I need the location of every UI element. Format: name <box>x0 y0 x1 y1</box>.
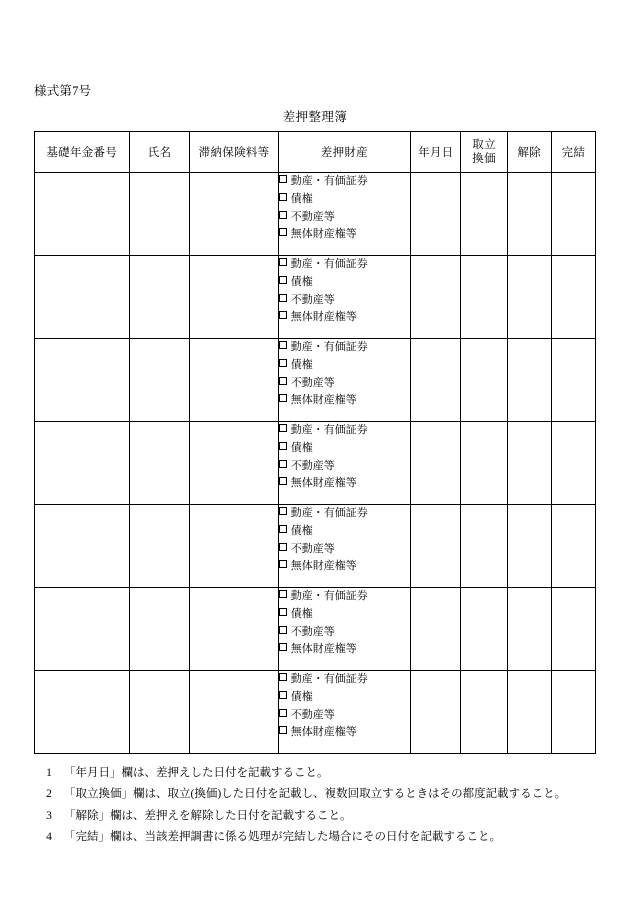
table-body <box>35 173 596 754</box>
property-option-row[interactable] <box>279 724 410 742</box>
column-header-property: 差押財産 <box>278 132 410 173</box>
cell-property-options <box>278 505 410 588</box>
checkbox-icon[interactable] <box>279 590 287 598</box>
column-header-name: 氏名 <box>129 132 190 173</box>
property-option-row[interactable] <box>279 523 410 541</box>
cell-name[interactable] <box>129 339 190 422</box>
cell-property-options <box>278 173 410 256</box>
property-option-row[interactable] <box>279 505 410 523</box>
cell-property-options <box>278 256 410 339</box>
property-option-row[interactable] <box>279 226 410 244</box>
note-text: 「解除」欄は、差押えを解除した日付を記載すること。 <box>64 809 352 822</box>
cell-date[interactable] <box>411 505 461 588</box>
property-option-label: 無体財産権等 <box>290 311 357 324</box>
table-row <box>35 422 596 505</box>
property-option-label: 不動産等 <box>290 376 335 389</box>
table-row <box>35 339 596 422</box>
property-option-label: 債権 <box>290 607 313 620</box>
cell-completion[interactable] <box>551 422 595 505</box>
property-option-label: 債権 <box>290 275 313 288</box>
cell-property-options <box>278 339 410 422</box>
cell-completion[interactable] <box>551 588 595 671</box>
property-option-row[interactable] <box>279 375 410 393</box>
table-row <box>35 671 596 754</box>
cell-pension-number[interactable] <box>35 256 130 339</box>
property-option-label: 動産・有価証券 <box>290 424 368 436</box>
checkbox-icon[interactable] <box>279 543 287 551</box>
cell-collection[interactable] <box>461 505 507 588</box>
checkbox-icon[interactable] <box>279 258 287 266</box>
cell-premium[interactable] <box>190 588 278 671</box>
cell-date[interactable] <box>411 671 461 754</box>
property-option-label: 不動産等 <box>290 459 335 472</box>
cell-pension-number[interactable] <box>35 588 130 671</box>
column-header-date: 年月日 <box>411 132 461 173</box>
cell-pension-number[interactable] <box>35 505 130 588</box>
column-header-completion: 完結 <box>551 132 595 173</box>
note-number: 1 <box>46 767 52 779</box>
property-option-row[interactable] <box>279 274 410 292</box>
property-option-row[interactable] <box>279 707 410 725</box>
column-header-pension-number: 基礎年金番号 <box>35 132 130 173</box>
property-option-label: 不動産等 <box>290 210 335 223</box>
property-option-row[interactable] <box>279 209 410 227</box>
property-option-row[interactable] <box>279 357 410 375</box>
checkbox-icon[interactable] <box>279 507 287 515</box>
property-option-row[interactable] <box>279 624 410 642</box>
cell-collection[interactable] <box>461 173 507 256</box>
checkbox-icon[interactable] <box>279 626 287 634</box>
cell-completion[interactable] <box>551 339 595 422</box>
cell-collection[interactable] <box>461 256 507 339</box>
cell-name[interactable] <box>129 256 190 339</box>
property-option-row[interactable] <box>279 422 410 440</box>
checkbox-icon[interactable] <box>279 394 287 402</box>
cell-name[interactable] <box>129 173 190 256</box>
property-option-label: 債権 <box>290 358 313 371</box>
property-option-label: 無体財産権等 <box>290 726 357 739</box>
cell-date[interactable] <box>411 256 461 339</box>
cell-release[interactable] <box>507 505 551 588</box>
cell-property-options <box>278 422 410 505</box>
cell-premium[interactable] <box>190 339 278 422</box>
cell-premium[interactable] <box>190 256 278 339</box>
cell-release[interactable] <box>507 588 551 671</box>
property-option-row[interactable] <box>279 641 410 659</box>
checkbox-icon[interactable] <box>279 311 287 319</box>
checkbox-icon[interactable] <box>279 477 287 485</box>
note-item <box>34 784 596 805</box>
property-option-row[interactable] <box>279 440 410 458</box>
property-option-label: 無体財産権等 <box>290 477 357 490</box>
property-option-label: 無体財産権等 <box>290 394 357 407</box>
property-option-row[interactable] <box>279 541 410 559</box>
cell-completion[interactable] <box>551 173 595 256</box>
cell-premium[interactable] <box>190 173 278 256</box>
checkbox-icon[interactable] <box>279 673 287 681</box>
cell-premium[interactable] <box>190 422 278 505</box>
note-item <box>34 763 596 784</box>
cell-collection[interactable] <box>461 588 507 671</box>
property-option-row[interactable] <box>279 339 410 357</box>
note-number: 3 <box>46 809 52 822</box>
checkbox-icon[interactable] <box>279 691 287 699</box>
checkbox-icon[interactable] <box>279 726 287 734</box>
cell-date[interactable] <box>411 339 461 422</box>
form-number: 様式第7号 <box>34 84 92 98</box>
cell-property-options <box>278 671 410 754</box>
note-number: 2 <box>46 788 52 801</box>
table-row <box>35 173 596 256</box>
property-option-label: 不動産等 <box>290 542 335 555</box>
property-option-label: 債権 <box>290 441 313 454</box>
checkbox-icon[interactable] <box>279 276 287 284</box>
property-option-row[interactable] <box>279 689 410 707</box>
checkbox-icon[interactable] <box>279 460 287 468</box>
column-header-premium: 滞納保険料等 <box>190 132 278 173</box>
checkbox-icon[interactable] <box>279 228 287 236</box>
cell-name[interactable] <box>129 505 190 588</box>
property-option-label: 動産・有価証券 <box>290 507 368 519</box>
checkbox-icon[interactable] <box>279 341 287 349</box>
table-row <box>35 256 596 339</box>
property-option-label: 無体財産権等 <box>290 643 357 656</box>
checkbox-icon[interactable] <box>279 377 287 385</box>
property-option-label: 債権 <box>290 524 313 537</box>
checkbox-icon[interactable] <box>279 608 287 616</box>
column-header-release: 解除 <box>507 132 551 173</box>
column-header-collection-line2: 換価 <box>472 153 496 165</box>
note-item <box>34 806 596 827</box>
checkbox-icon[interactable] <box>279 442 287 450</box>
cell-collection[interactable] <box>461 422 507 505</box>
cell-completion[interactable] <box>551 256 595 339</box>
checkbox-icon[interactable] <box>279 560 287 568</box>
property-option-label: 無体財産権等 <box>290 228 357 241</box>
cell-completion[interactable] <box>551 671 595 754</box>
cell-collection[interactable] <box>461 671 507 754</box>
property-option-row[interactable] <box>279 606 410 624</box>
note-item <box>34 827 596 848</box>
checkbox-icon[interactable] <box>279 294 287 302</box>
property-option-row[interactable] <box>279 309 410 327</box>
property-option-row[interactable] <box>279 173 410 191</box>
page-title: 差押整理簿 <box>282 110 348 124</box>
property-option-label: 動産・有価証券 <box>290 175 368 187</box>
cell-collection[interactable] <box>461 339 507 422</box>
property-option-row[interactable] <box>279 558 410 576</box>
property-option-label: 無体財産権等 <box>290 560 357 573</box>
note-text: 「年月日」欄は、差押えした日付を記載すること。 <box>64 767 329 779</box>
note-text: 「取立換価」欄は、取立(換価)した日付を記載し、複数回取立するときはその都度記載すること。 <box>64 788 567 801</box>
property-option-label: 債権 <box>290 690 313 703</box>
cell-date[interactable] <box>411 422 461 505</box>
cell-property-options <box>278 588 410 671</box>
checkbox-icon[interactable] <box>279 211 287 219</box>
property-option-row[interactable] <box>279 392 410 410</box>
column-header-collection <box>461 132 507 173</box>
cell-name[interactable] <box>129 422 190 505</box>
property-option-row[interactable] <box>279 191 410 209</box>
cell-premium[interactable] <box>190 505 278 588</box>
property-option-row[interactable] <box>279 671 410 689</box>
cell-date[interactable] <box>411 588 461 671</box>
property-option-label: 不動産等 <box>290 708 335 721</box>
cell-pension-number[interactable] <box>35 422 130 505</box>
checkbox-icon[interactable] <box>279 643 287 651</box>
property-option-row[interactable] <box>279 458 410 476</box>
cell-release[interactable] <box>507 256 551 339</box>
note-number: 4 <box>46 830 52 843</box>
column-header-collection-line1: 取立 <box>472 138 496 151</box>
checkbox-icon[interactable] <box>279 193 287 201</box>
property-option-label: 不動産等 <box>290 293 335 306</box>
property-option-label: 動産・有価証券 <box>290 258 368 270</box>
property-option-label: 動産・有価証券 <box>290 673 368 685</box>
cell-pension-number[interactable] <box>35 671 130 754</box>
note-text: 「完結」欄は、当該差押調書に係る処理が完結した場合にその日付を記載すること。 <box>64 830 501 843</box>
cell-premium[interactable] <box>190 671 278 754</box>
checkbox-icon[interactable] <box>279 424 287 432</box>
table-header-row <box>35 132 596 173</box>
property-option-row[interactable] <box>279 256 410 274</box>
table-row <box>35 588 596 671</box>
cell-pension-number[interactable] <box>35 339 130 422</box>
property-option-label: 不動産等 <box>290 625 335 638</box>
checkbox-icon[interactable] <box>279 709 287 717</box>
cell-release[interactable] <box>507 173 551 256</box>
seizure-ledger-table <box>34 131 596 754</box>
cell-release[interactable] <box>507 339 551 422</box>
cell-release[interactable] <box>507 422 551 505</box>
property-option-label: 動産・有価証券 <box>290 590 368 602</box>
checkbox-icon[interactable] <box>279 359 287 367</box>
property-option-row[interactable] <box>279 292 410 310</box>
property-option-row[interactable] <box>279 588 410 606</box>
table-row <box>35 505 596 588</box>
cell-pension-number[interactable] <box>35 173 130 256</box>
property-option-label: 動産・有価証券 <box>290 341 368 353</box>
checkbox-icon[interactable] <box>279 175 287 183</box>
cell-completion[interactable] <box>551 505 595 588</box>
property-option-row[interactable] <box>279 475 410 493</box>
cell-name[interactable] <box>129 671 190 754</box>
cell-release[interactable] <box>507 671 551 754</box>
checkbox-icon[interactable] <box>279 525 287 533</box>
notes-list <box>34 763 596 848</box>
cell-name[interactable] <box>129 588 190 671</box>
cell-date[interactable] <box>411 173 461 256</box>
property-option-label: 債権 <box>290 192 313 205</box>
